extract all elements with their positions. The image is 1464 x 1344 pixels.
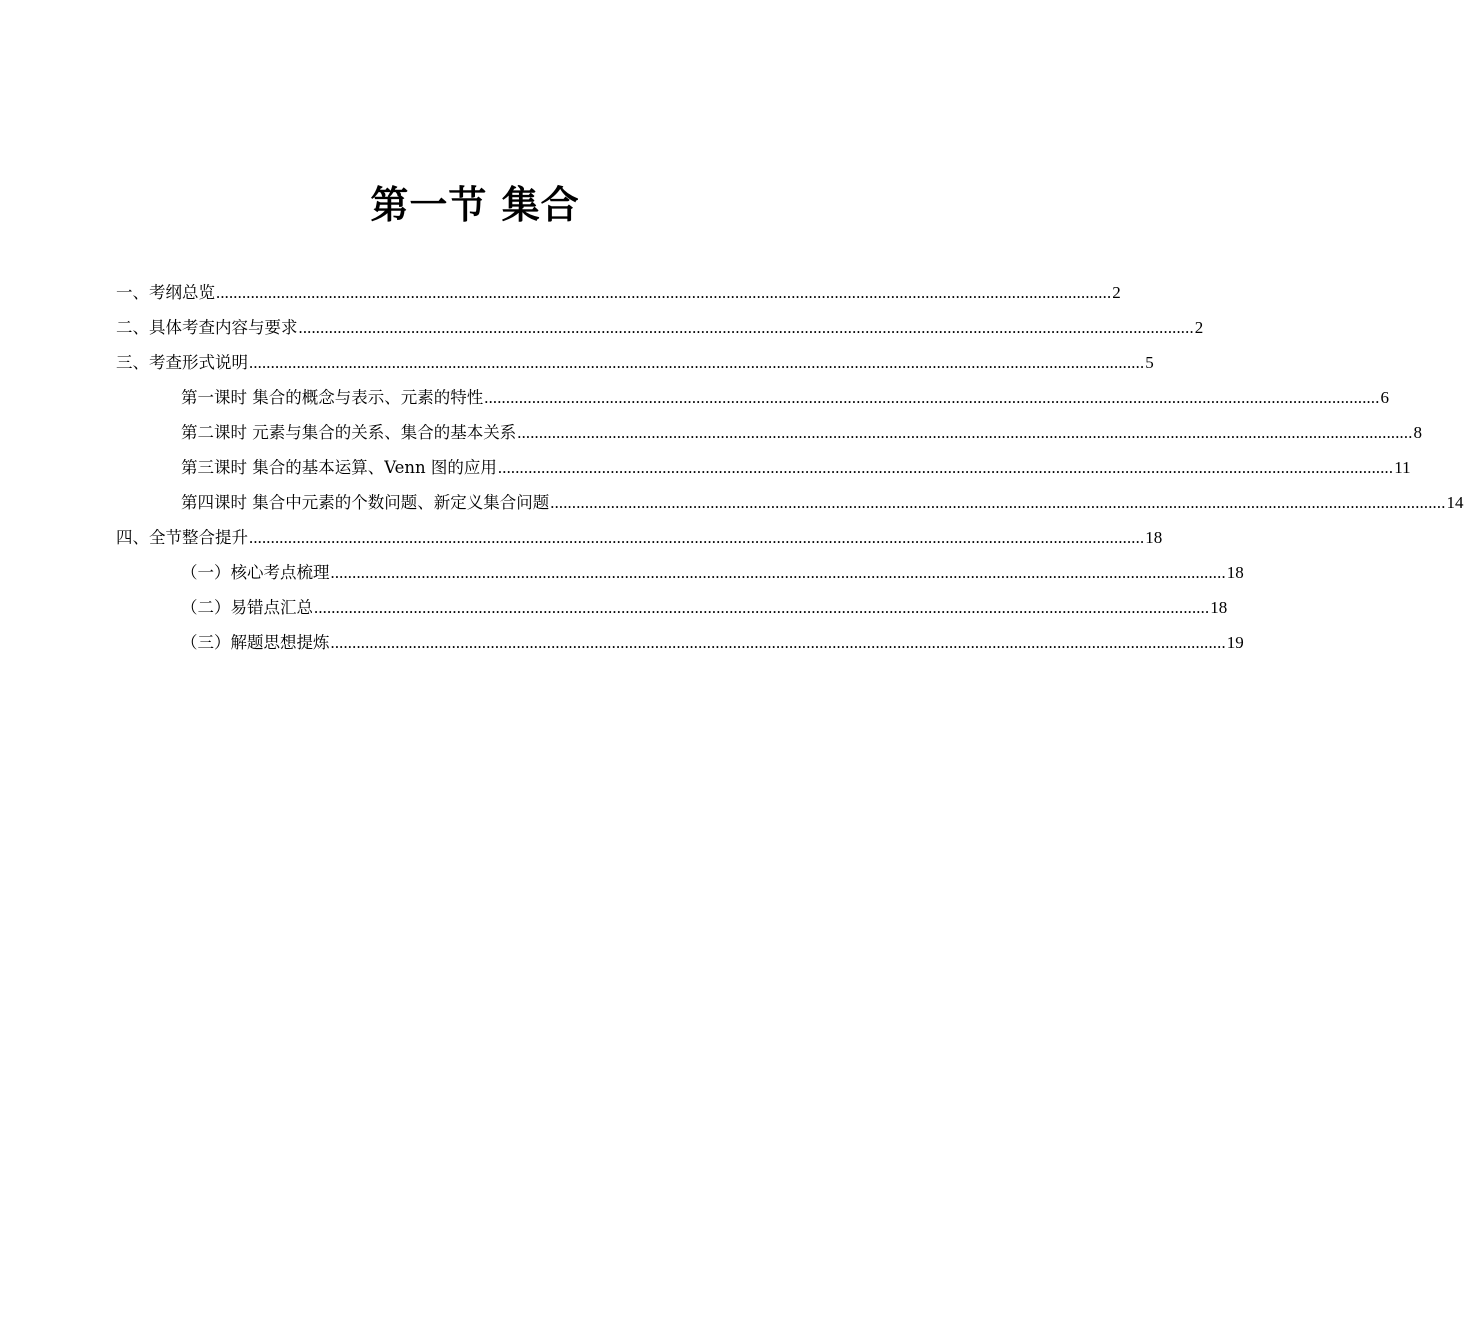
dot-leader: ............................................................................................................................................................................................................... xyxy=(314,598,1210,617)
toc-entry-lesson-3[interactable] xyxy=(181,450,1411,485)
toc-entry-hexin-kaodian[interactable] xyxy=(181,555,1244,590)
toc-entry-lesson-1[interactable] xyxy=(181,380,1390,415)
toc-page-number: 2 xyxy=(1112,283,1121,302)
toc-entry-label: 一、考纲总览 xyxy=(116,283,215,302)
dot-leader: ............................................................................................................................................................................................................... xyxy=(216,283,1112,302)
toc-entry-label: （三）解题思想提炼 xyxy=(181,633,330,652)
dot-leader: ............................................................................................................................................................................................................... xyxy=(497,458,1394,477)
toc-page-number: 18 xyxy=(1210,598,1228,617)
toc-entry-label: 第二课时 元素与集合的关系、集合的基本关系 xyxy=(181,423,517,442)
toc-entry-label: （二）易错点汇总 xyxy=(181,598,313,617)
toc-entry-yicuodian[interactable] xyxy=(181,590,1228,625)
toc-entry-zhenghe-tisheng[interactable] xyxy=(116,520,1163,555)
dot-leader: ............................................................................................................................................................................................................... xyxy=(517,423,1413,442)
toc-page-number: 19 xyxy=(1226,633,1244,652)
dot-leader: ............................................................................................................................................................................................................... xyxy=(550,493,1446,512)
toc-entry-label: 三、考查形式说明 xyxy=(116,353,248,372)
toc-entry-lesson-2[interactable] xyxy=(181,415,1423,450)
toc-entry-label: （一）核心考点梳理 xyxy=(181,563,330,582)
toc-entry-label: 第一课时 集合的概念与表示、元素的特性 xyxy=(181,388,484,407)
toc-page-number: 6 xyxy=(1380,388,1390,407)
toc-page-number: 14 xyxy=(1446,493,1464,512)
dot-leader: ............................................................................................................................................................................................................... xyxy=(249,528,1145,547)
toc-entry-kaocha-neirong[interactable] xyxy=(116,310,1204,345)
toc-page-number: 18 xyxy=(1145,528,1163,547)
dot-leader: ............................................................................................................................................................................................................... xyxy=(330,633,1226,652)
toc-page-number: 5 xyxy=(1145,353,1154,372)
toc-entry-label: 二、具体考查内容与要求 xyxy=(116,318,298,337)
dot-leader: ............................................................................................................................................................................................................... xyxy=(330,563,1226,582)
toc-entry-label: 第四课时 集合中元素的个数问题、新定义集合问题 xyxy=(181,493,550,512)
toc-page-number: 2 xyxy=(1194,318,1204,337)
dot-leader: ............................................................................................................................................................................................................... xyxy=(249,353,1145,372)
dot-leader: ............................................................................................................................................................................................................... xyxy=(298,318,1194,337)
page-title: 第一节 集合 xyxy=(370,183,580,228)
dot-leader: ............................................................................................................................................................................................................... xyxy=(484,388,1380,407)
toc-page-number: 11 xyxy=(1394,458,1411,477)
toc-entry-label: 四、全节整合提升 xyxy=(116,528,248,547)
toc-page-number: 8 xyxy=(1413,423,1423,442)
toc-entry-lesson-4[interactable] xyxy=(181,485,1464,520)
toc-page-number: 18 xyxy=(1226,563,1244,582)
toc-entry-label: 第三课时 集合的基本运算、Venn 图的应用 xyxy=(181,458,497,477)
toc-entry-kaocha-xingshi[interactable] xyxy=(116,345,1154,380)
toc-entry-kaogang-zonglan[interactable] xyxy=(116,275,1121,310)
toc-entry-jieti-sixiang[interactable] xyxy=(181,625,1244,660)
